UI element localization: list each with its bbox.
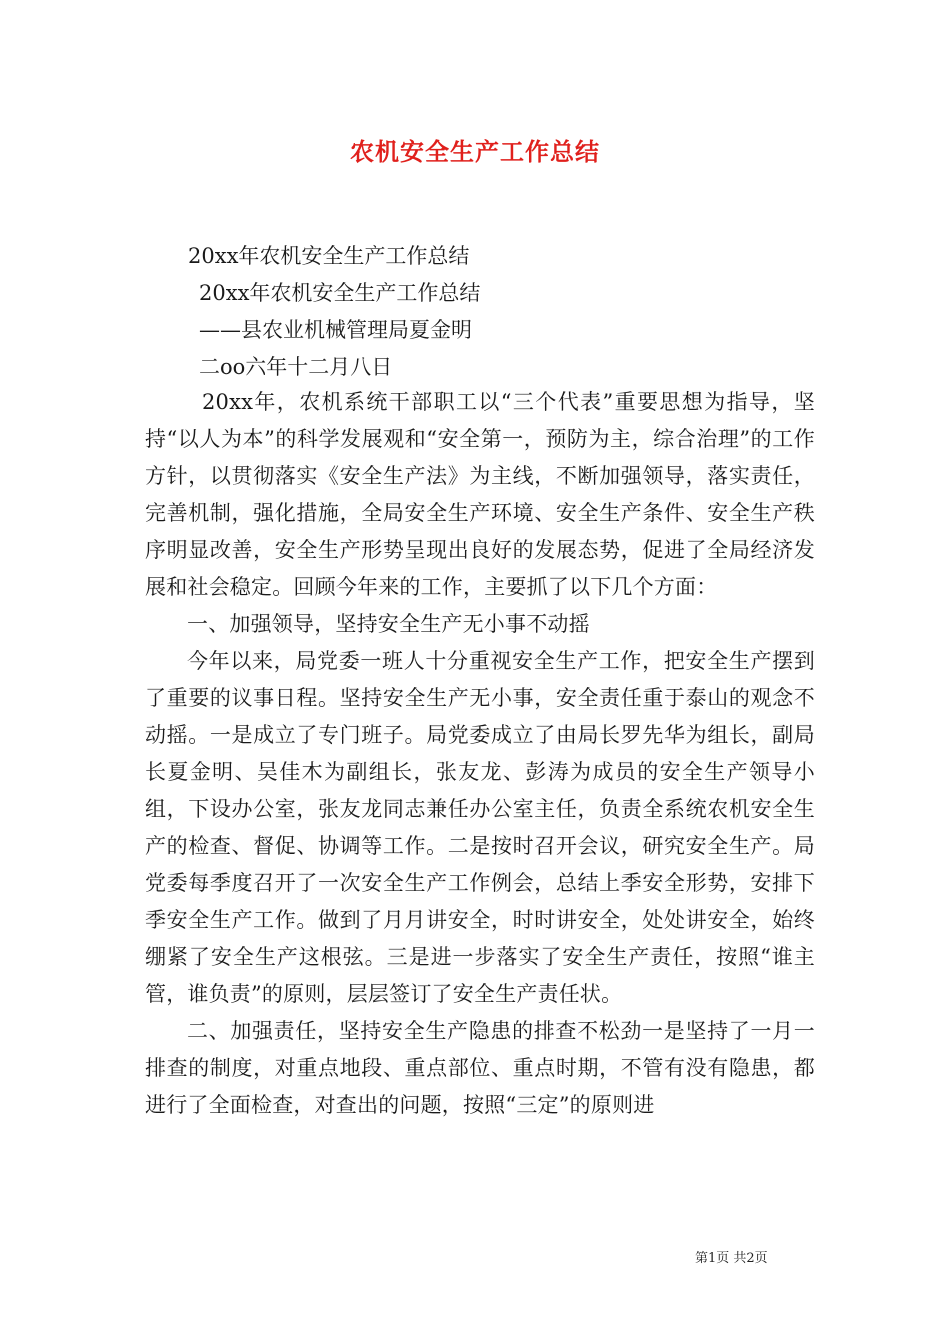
- section-heading-1: 一、加强领导，坚持安全生产无小事不动摇: [187, 612, 590, 636]
- document-title: 农机安全生产工作总结: [350, 137, 600, 166]
- author-line: ——县农业机械管理局夏金明: [199, 318, 472, 342]
- page-footer: 第1页 共2页: [695, 1251, 768, 1266]
- paragraph-intro: 20xx年，农机系统干部职工以“三个代表”重要思想为指导，坚持“以人为本”的科学发展观和“安全第一，预防为主，综合治理”的工作方针，以贯彻落实《安全生产法》为主线，不断加强领导，落实责任，完善机制，强化措施，全局安全生产环境、安全生产条件、安全生产秩序明显改善，安全生产形势呈现出良好的发展态势，促进了全局经济发展和社会稳定。回顾今年来的工作，主要抓了以下几个方面：: [145, 390, 815, 599]
- paragraph-section-1: 今年以来，局党委一班人十分重视安全生产工作，把安全生产摆到了重要的议事日程。坚持安全生产无小事，安全责任重于泰山的观念不动摇。一是成立了专门班子。局党委成立了由局长罗先华为组长，副局长夏金明、吴佳木为副组长，张友龙、彭涛为成员的安全生产领导小组，下设办公室，张友龙同志兼任办公室主任，负责全系统农机安全生产的检查、督促、协调等工作。二是按时召开会议，研究安全生产。局党委每季度召开了一次安全生产工作例会，总结上季安全形势，安排下季安全生产工作。做到了月月讲安全，时时讲安全，处处讲安全，始终绷紧了安全生产这根弦。三是进一步落实了安全生产责任，按照“谁主管，谁负责”的原则，层层签订了安全生产责任状。: [145, 649, 815, 1006]
- intro-line-1: 20xx年农机安全生产工作总结: [188, 244, 470, 268]
- intro-line-2: 20xx年农机安全生产工作总结: [199, 281, 481, 305]
- body-text: [145, 384, 815, 1124]
- date-line: 二oo六年十二月八日: [199, 355, 393, 379]
- paragraph-section-2: 二、加强责任，坚持安全生产隐患的排查不松劲一是坚持了一月一排查的制度，对重点地段、重点部位、重点时期，不管有没有隐患，都进行了全面检查，对查出的问题，按照“三定”的原则进: [145, 1019, 815, 1117]
